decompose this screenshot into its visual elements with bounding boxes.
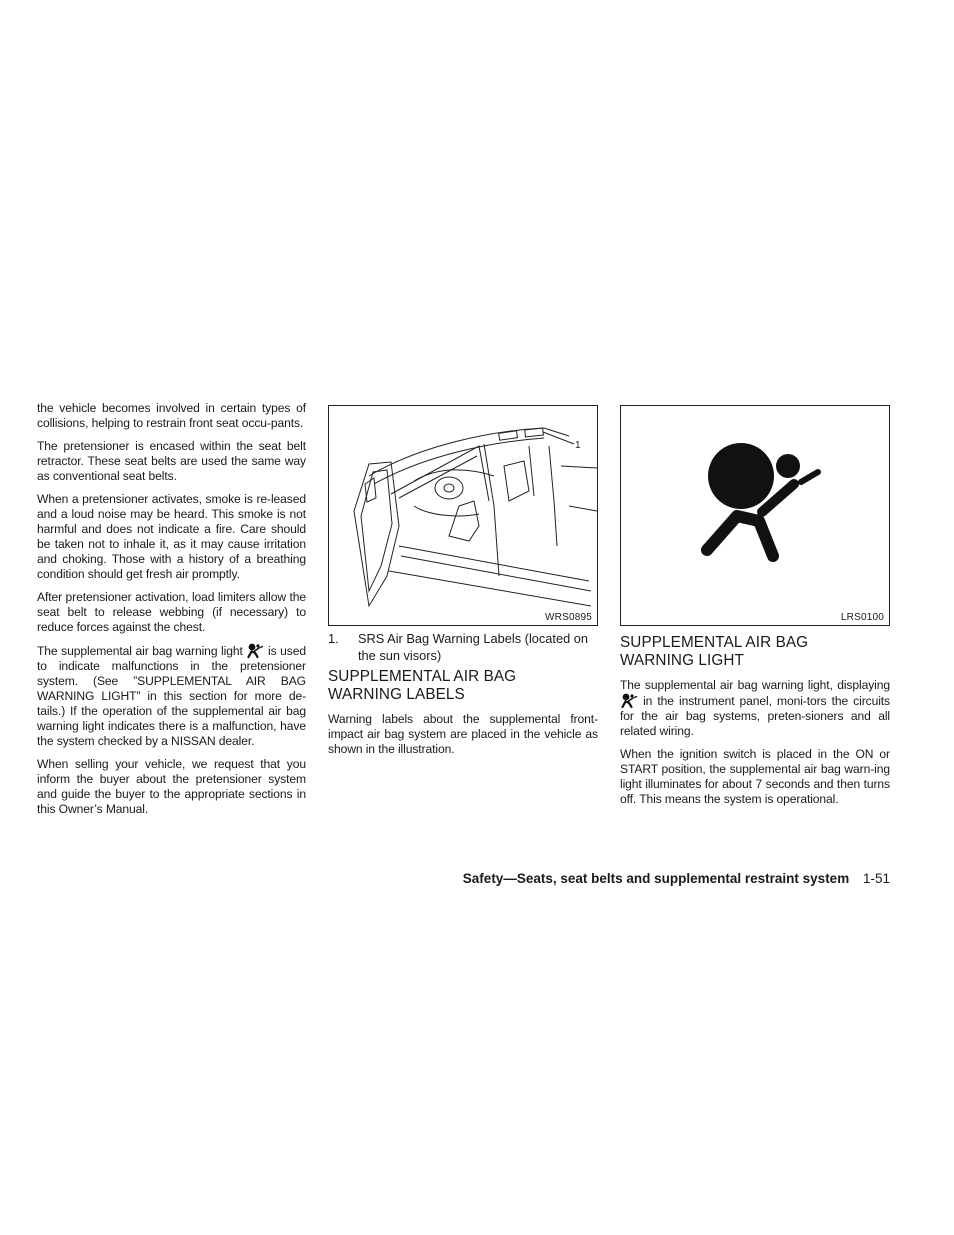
figure-code: LRS0100 (840, 612, 884, 623)
paragraph-collisions: the vehicle becomes involved in certain types of collisions, helping to restrain front seat occu-pants. (37, 401, 306, 430)
paragraph-ignition: When the ignition switch is placed in the ON or START position, the supplemental air bag warn-ing light illuminates for about 7 seconds and then turns off. This means the system is operational. (620, 747, 890, 806)
caption-text: SRS Air Bag Warning Labels (located on the sun visors) (358, 631, 588, 663)
left-column (37, 401, 306, 825)
airbag-warning-icon (246, 643, 264, 659)
monitors-text-a: The supplemental air bag warning light, displaying (620, 678, 890, 692)
heading-line-2: WARNING LABELS (328, 686, 465, 703)
airbag-warning-light-illustration (620, 405, 890, 626)
page-footer (463, 871, 890, 886)
section-heading-warning-light (620, 634, 890, 670)
heading-line-1: SUPPLEMENTAL AIR BAG (620, 634, 809, 651)
paragraph-retractor: The pretensioner is encased within the seat belt retractor. These seat belts are used the same way as conventional seat belts. (37, 439, 306, 483)
footer-section-title: Safety—Seats, seat belts and supplemental restraint system (462, 871, 850, 886)
heading-line-2: WARNING LIGHT (620, 652, 744, 669)
caption-number: 1. (328, 631, 339, 646)
airbag-warning-icon (620, 693, 638, 709)
heading-line-1: SUPPLEMENTAL AIR BAG (328, 668, 517, 685)
right-column (620, 401, 890, 815)
warning-light-text-b: is used to indicate malfunctions in the pretensioner system. (See ”SUPPLEMENTAL AIR BAG WARNING LIGHT” in this section for more de-tails.) If the operation of the supplemental air bag warning light indicates there is a malfunction, have the system checked by a NISSAN dealer. (37, 644, 306, 748)
paragraph-selling: When selling your vehicle, we request that you inform the buyer about the pretensioner system and guide the buyer to the appropriate sections in this Owner’s Manual. (37, 757, 306, 816)
airbag-symbol-large-icon (621, 406, 890, 625)
paragraph-monitors-circuits (620, 678, 890, 739)
page-number: 1-51 (862, 871, 890, 886)
car-interior-drawing (329, 406, 598, 625)
monitors-text-b: in the instrument panel, moni-tors the circuits for the air bag systems, preten-sioners and all related wiring. (620, 694, 890, 738)
figure-code: WRS0895 (545, 612, 592, 623)
middle-column (328, 401, 598, 765)
paragraph-warning-light (37, 643, 306, 749)
sun-visor-label-illustration (328, 405, 598, 626)
paragraph-load-limiters: After pretensioner activation, load limiters allow the seat belt to release webbing (if necessary) to reduce forces against the chest. (37, 590, 306, 634)
callout-number: 1 (575, 440, 581, 451)
paragraph-warning-labels: Warning labels about the supplemental front-impact air bag system are placed in the vehicle as shown in the illustration. (328, 712, 598, 756)
paragraph-smoke: When a pretensioner activates, smoke is re-leased and a loud noise may be heard. This smoke is not harmful and does not indicate a fire. Care should be taken not to inhale it, as it may cause irritation and choking. Those with a history of a breathing condition should get fresh air promptly. (37, 492, 306, 581)
section-heading-warning-labels (328, 668, 598, 704)
warning-light-text-a: The supplemental air bag warning light (37, 644, 243, 658)
figure-caption (328, 630, 598, 664)
